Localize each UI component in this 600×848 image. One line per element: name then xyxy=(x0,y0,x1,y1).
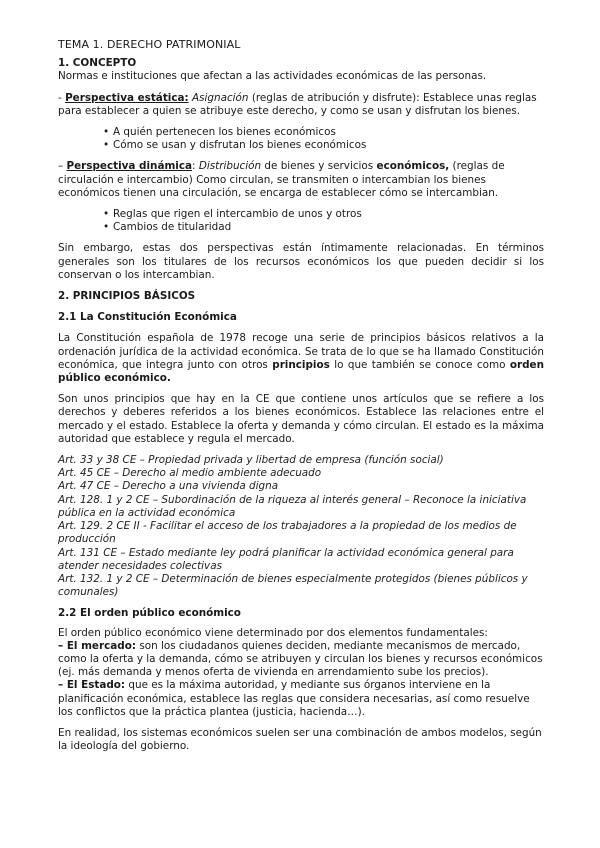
subsection-heading-constitucion: 2.1 La Constitución Económica xyxy=(58,311,237,324)
list-item: • Cómo se usan y disfrutan los bienes económicos xyxy=(103,139,544,152)
list-item: • Cambios de titularidad xyxy=(103,221,544,234)
article-item: Art. 129. 2 CE II - Facilitar el acceso de los trabajadores a la propiedad de los medios de producción xyxy=(58,520,517,546)
subsection-heading-orden: 2.2 El orden público económico xyxy=(58,607,241,620)
estado-lead: – El Estado: xyxy=(58,679,126,692)
concepto-closing: Sin embargo, estas dos perspectivas están íntimamente relacionadas. En términos generales son los titulares de los recursos económicos los que pueden decidir si los conservan o los intercambian. xyxy=(58,242,544,281)
articles-list xyxy=(58,454,544,599)
article-item: Art. 45 CE – Derecho al medio ambiente adecuado xyxy=(58,467,322,480)
perspectiva-dinamica: – Perspectiva dinámica: Distribución de bienes y servicios económicos, (reglas de circulación e intercambio) Como circulan, se transmiten o intercambian los bienes económicos tienen una circulación, se encarga de establecer cómo se intercambian. xyxy=(58,160,505,199)
final-paragraph: En realidad, los sistemas económicos suelen ser una combinación de ambos modelos, según la ideología del gobierno. xyxy=(58,726,542,753)
mercado-text: son los ciudadanos quienes deciden, mediante mecanismos de mercado, como la oferta y la demanda, cómo se atribuyen y circulan los bienes y recursos económicos (ej. más demanda y menos oferta de vivienda en arrendamiento sube los precios). xyxy=(58,639,543,679)
principios-paragraph: Son unos principios que hay en la CE que contiene unos artículos que se refiere a los derechos y deberes referidos a los bienes económicos. Establece las relaciones entre el mercado y el estado. Establece la oferta y demanda y cómo circulan. El estado es la máxima autoridad que establece y regula el mercado. xyxy=(58,393,544,445)
article-item: Art. 132. 1 y 2 CE – Determinación de bienes especialmente protegidos (bienes públicos y comunales) xyxy=(58,572,528,599)
p1-bold2: orden público económico. xyxy=(58,358,544,385)
dinamica-text-a: de bienes y servicios xyxy=(264,160,374,173)
estatica-bullets xyxy=(58,126,544,152)
estado-text: que es la máxima autoridad, y mediante sus órganos interviene en la planificación económica, establece las reglas que considera necesarias, así como resuelve los conflictos que la práctica plantea (justicia, hacienda…). xyxy=(58,679,530,718)
orden-intro: El orden público económico viene determinado por dos elementos fundamentales: xyxy=(58,626,488,639)
estatica-keyword: Asignación xyxy=(192,91,249,104)
article-item: Art. 131 CE – Estado mediante ley podrá planificar la actividad económica general para atender necesidades colectivas xyxy=(58,546,514,572)
estatica-text: (reglas de atribución y disfrute): Establece unas reglas para establecer a quien se atribuye este derecho, y como se usan y disfrutan los bienes. xyxy=(58,91,537,117)
dinamica-bold: económicos, xyxy=(376,160,450,173)
perspectiva-estatica: - Perspectiva estática: Asignación (reglas de atribución y disfrute): Establece unas reglas para establecer a quien se atribuye este derecho, y como se usan y disfrutan los bienes. xyxy=(58,91,537,117)
list-item: • Reglas que rigen el intercambio de unos y otros xyxy=(103,208,544,221)
article-item: Art. 33 y 38 CE – Propiedad privada y libertad de empresa (función social) xyxy=(58,454,444,467)
dinamica-text-b: (reglas de circulación e intercambio) Como circulan, se transmiten o intercambian los bienes económicos tienen una circulación, se encarga de establecer cómo se intercambian. xyxy=(58,160,505,199)
section-heading-principios: 2. PRINCIPIOS BÁSICOS xyxy=(58,290,196,303)
dinamica-bullets xyxy=(58,208,544,234)
constitucion-paragraph xyxy=(58,332,544,385)
article-item: Art. 128. 1 y 2 CE – Subordinación de la riqueza al interés general – Reconoce la iniciativa pública en la actividad económica xyxy=(58,493,527,519)
list-item: • A quién pertenecen los bienes económicos xyxy=(103,126,544,139)
estatica-lead: Perspectiva estática: xyxy=(65,91,189,104)
mercado-lead: – El mercado: xyxy=(58,639,136,652)
article-item: Art. 47 CE – Derecho a una vivienda digna xyxy=(58,480,279,493)
orden-paragraph xyxy=(58,627,544,719)
p1-text-b: lo que también se conoce como xyxy=(334,358,506,371)
document-page xyxy=(58,38,544,761)
page-title: TEMA 1. DERECHO PATRIMONIAL xyxy=(58,38,241,51)
dinamica-keyword: Distribución xyxy=(198,160,262,173)
p1-text-a: La Constitución española de 1978 recoge una serie de principios básicos relativos a la ordenación jurídica de la actividad económica. Se trata de lo que se ha llamado Constitución económica, que integra junto con otros xyxy=(58,332,544,371)
section-heading-concepto: 1. CONCEPTO xyxy=(58,57,137,70)
concepto-intro: Normas e instituciones que afectan a las actividades económicas de las personas. xyxy=(58,70,487,83)
dinamica-lead: Perspectiva dinámica xyxy=(66,160,193,173)
p1-bold: principios xyxy=(272,358,330,371)
